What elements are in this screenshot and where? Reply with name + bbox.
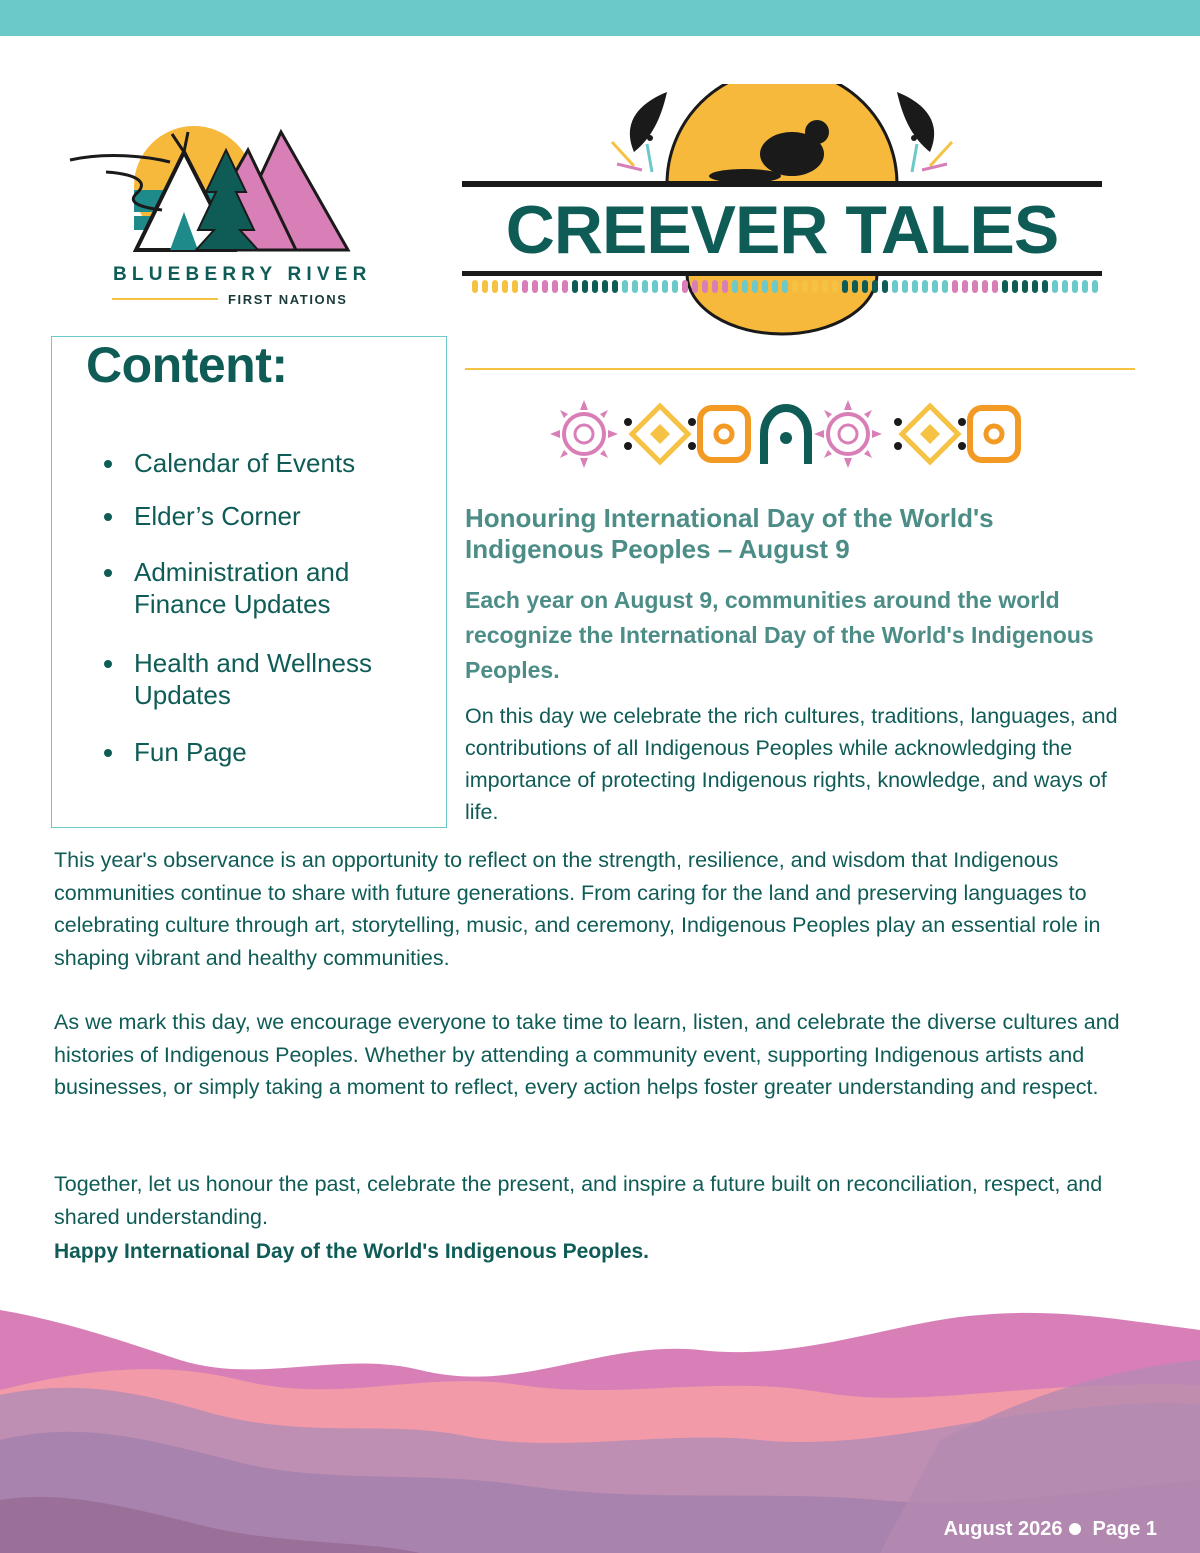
article-paragraph-1: This year's observance is an opportunity to reflect on the strength, resilience, and wisdom that Indigenous communities continue to share with future generations. From caring for the land and preserving languages to celebrating culture through art, storytelling, music, and ceremony, Indigenous Peoples play an essential role in shaping vibrant and healthy communities.: [54, 848, 1101, 970]
contents-title: Content:: [86, 337, 288, 393]
article-intro: On this day we celebrate the rich cultures, traditions, languages, and contributions of all Indigenous Peoples while acknowledging the importance of protecting Indigenous rights, knowledge, and ways of life.: [465, 704, 1118, 824]
article-lead: Each year on August 9, communities around the world recognize the International Day of the World's Indigenous Peoples.: [465, 587, 1094, 683]
header-rule: [465, 368, 1135, 370]
article-closing: Happy International Day of the World's Indigenous Peoples.: [54, 1240, 650, 1263]
page-footer: [944, 1518, 1157, 1541]
article-heading: Honouring International Day of the World's Indigenous Peoples – August 9: [465, 503, 994, 564]
logo-subtitle: FIRST NATIONS: [228, 292, 348, 307]
toc-item-elders-corner: Elder’s Corner: [134, 501, 301, 531]
toc-item-admin-finance: Administration and Finance Updates: [134, 556, 414, 620]
sun-icon-2: [814, 400, 882, 468]
newsletter-title: CREEVER TALES: [505, 192, 1059, 268]
footer-page-number: Page 1: [1092, 1518, 1157, 1540]
article-paragraph-3: Together, let us honour the past, celebrate the present, and inspire a future built on reconciliation, respect, and shared understanding.: [54, 1172, 1103, 1229]
decorative-symbols: [548, 398, 1022, 470]
spiral-icon-2: [970, 408, 1018, 460]
logo-name: BLUEBERRY RIVER: [113, 264, 372, 285]
spiral-icon: [700, 408, 748, 460]
toc-item-fun-page: Fun Page: [134, 737, 247, 767]
article-paragraph-2: As we mark this day, we encourage everyone to take time to learn, listen, and celebrate the diverse cultures and histories of Indigenous Peoples. Whether by attending a community event, supporting Indigenous artists and businesses, or simply taking a moment to reflect, every action helps foster greater understanding and respect.: [54, 1010, 1120, 1099]
toc-item-calendar: Calendar of Events: [134, 448, 356, 478]
top-color-bar: [0, 0, 1200, 36]
diamond-icon: [632, 406, 688, 462]
footer-date: August 2026: [943, 1518, 1063, 1540]
footer-dot-icon: [1069, 1523, 1081, 1535]
diamond-icon-2: [902, 406, 958, 462]
toc-item-health-wellness: Health and Wellness Updates: [134, 647, 414, 711]
bead-pattern: [472, 280, 1098, 293]
mountain-landscape: [0, 1300, 1200, 1553]
logo-divider: [112, 298, 218, 300]
arch-icon: [764, 408, 808, 464]
sun-icon: [550, 400, 618, 468]
